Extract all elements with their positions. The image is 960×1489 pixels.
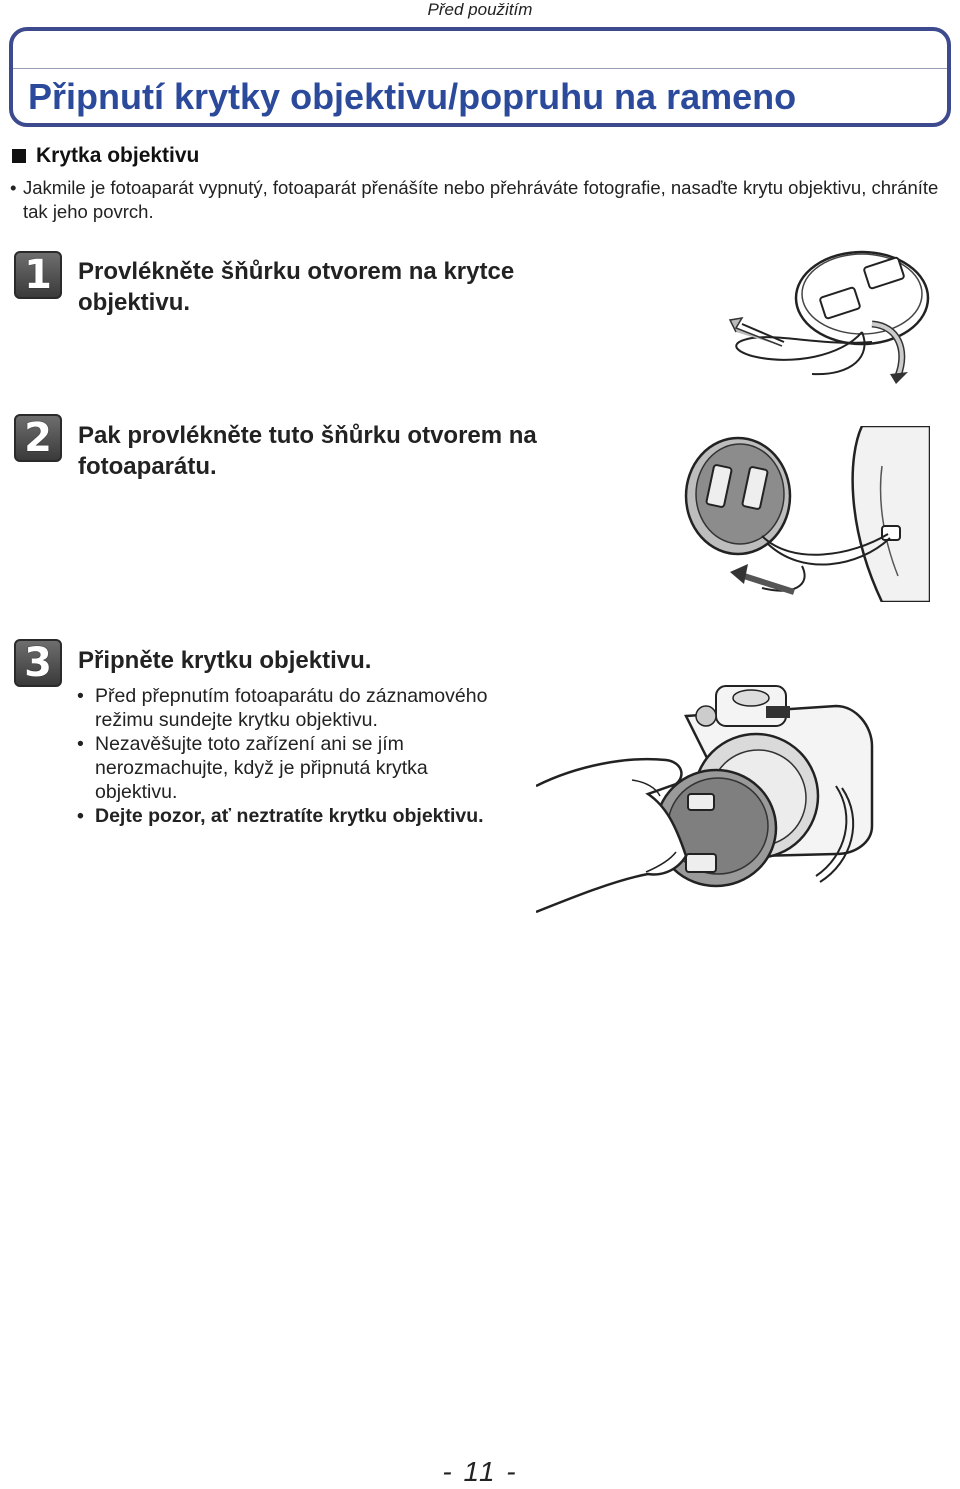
step-3-bullet-2: • Nezavěšujte toto zařízení ani se jím nerozmachujte, když je připnutá krytka objektivu. — [77, 733, 428, 803]
square-bullet-icon — [12, 149, 26, 163]
attach-cap-illustration — [536, 676, 882, 916]
intro-bullet — [10, 176, 945, 224]
step-3-bullet-3: • Dejte pozor, ať neztratíte krytku objektivu. — [77, 805, 484, 827]
bullet-dot: • — [10, 177, 17, 198]
step-3-bullet-1: • Před přepnutím fotoaparátu do záznamového režimu sundejte krytku objektivu. — [77, 685, 488, 731]
lens-cap-strap-illustration — [722, 246, 942, 386]
step-badge-3: 3 — [14, 639, 62, 687]
section-heading — [12, 144, 199, 168]
running-header: Před použitím — [427, 0, 533, 19]
step-badge-2: 2 — [14, 414, 62, 462]
intro-bullet-text: Jakmile je fotoaparát vypnutý, fotoaparát přenášíte nebo přehráváte fotografie, nasaďte krytu objektivu, chráníte tak jeho povrch. — [23, 177, 939, 222]
page-number: - 11 - — [442, 1456, 518, 1487]
step-2-text: Pak provlékněte tuto šňůrku otvorem na fotoaparátu. — [78, 422, 537, 480]
step-1-text: Provlékněte šňůrku otvorem na krytce objektivu. — [78, 258, 515, 316]
step-badge-1: 1 — [14, 251, 62, 299]
page-title: Připnutí krytky objektivu/popruhu na rameno — [28, 76, 797, 117]
camera-strap-illustration — [682, 426, 930, 602]
step-3-text: Připněte krytku objektivu. — [78, 647, 372, 674]
title-divider — [13, 68, 947, 69]
section-heading-text: Krytka objektivu — [36, 144, 200, 167]
step-3-bullets — [77, 684, 497, 828]
